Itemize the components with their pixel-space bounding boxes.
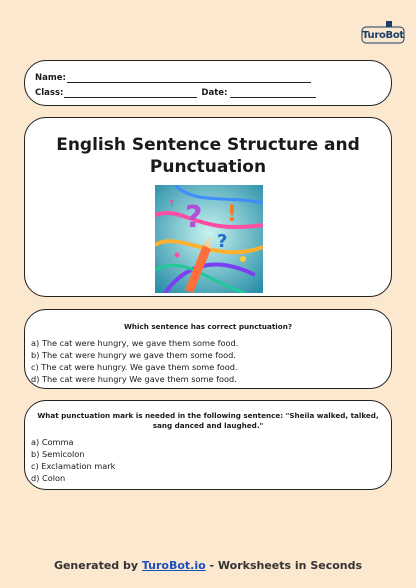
class-date-row (35, 88, 316, 98)
name-row (35, 73, 311, 83)
footer (0, 559, 416, 572)
question-2-option-b[interactable]: b) Semicolon (31, 449, 85, 459)
svg-text:?: ? (217, 231, 228, 252)
punctuation-illustration (155, 185, 263, 293)
question-card-1 (24, 309, 392, 389)
svg-text:?: ? (169, 199, 175, 210)
footer-suffix: - Worksheets in Seconds (205, 559, 363, 572)
turobot-logo (360, 20, 406, 50)
logo-text: TuroBot (362, 30, 404, 41)
title-line-1: English Sentence Structure and (56, 135, 360, 155)
question-1-option-c[interactable]: c) The cat were hungry. We gave them some food. (31, 362, 238, 372)
date-label: Date: (201, 88, 228, 98)
svg-text:!: ! (227, 202, 238, 227)
question-2-text-line-2: sang danced and laughed." (152, 420, 264, 430)
question-2-option-a[interactable]: a) Comma (31, 437, 74, 447)
svg-text:?: ? (185, 200, 203, 235)
footer-prefix: Generated by (53, 559, 142, 572)
class-label: Class: (35, 88, 64, 98)
title-line-2: Punctuation (149, 157, 267, 177)
student-info-card (24, 60, 392, 106)
title-card (24, 117, 392, 297)
question-1-option-d[interactable]: d) The cat were hungry We gave them some food. (31, 374, 237, 384)
date-field[interactable] (230, 89, 316, 98)
worksheet-title (25, 134, 391, 178)
question-2-text-line-1: What punctuation mark is needed in the following sentence: "Sheila walked, talked, (37, 411, 379, 420)
turobot-link[interactable]: TuroBot.io (141, 559, 206, 572)
question-1-text: Which sentence has correct punctuation? (124, 322, 292, 331)
question-2-text (35, 411, 381, 430)
class-field[interactable] (64, 89, 197, 98)
question-1-option-b[interactable]: b) The cat were hungry we gave them some food. (31, 350, 236, 360)
question-1-option-a[interactable]: a) The cat were hungry, we gave them some food. (31, 338, 239, 348)
name-field[interactable] (67, 74, 311, 83)
question-2-option-d[interactable]: d) Colon (31, 473, 66, 483)
name-label: Name: (35, 73, 66, 83)
question-2-option-c[interactable]: c) Exclamation mark (31, 461, 116, 471)
question-card-2 (24, 400, 392, 490)
